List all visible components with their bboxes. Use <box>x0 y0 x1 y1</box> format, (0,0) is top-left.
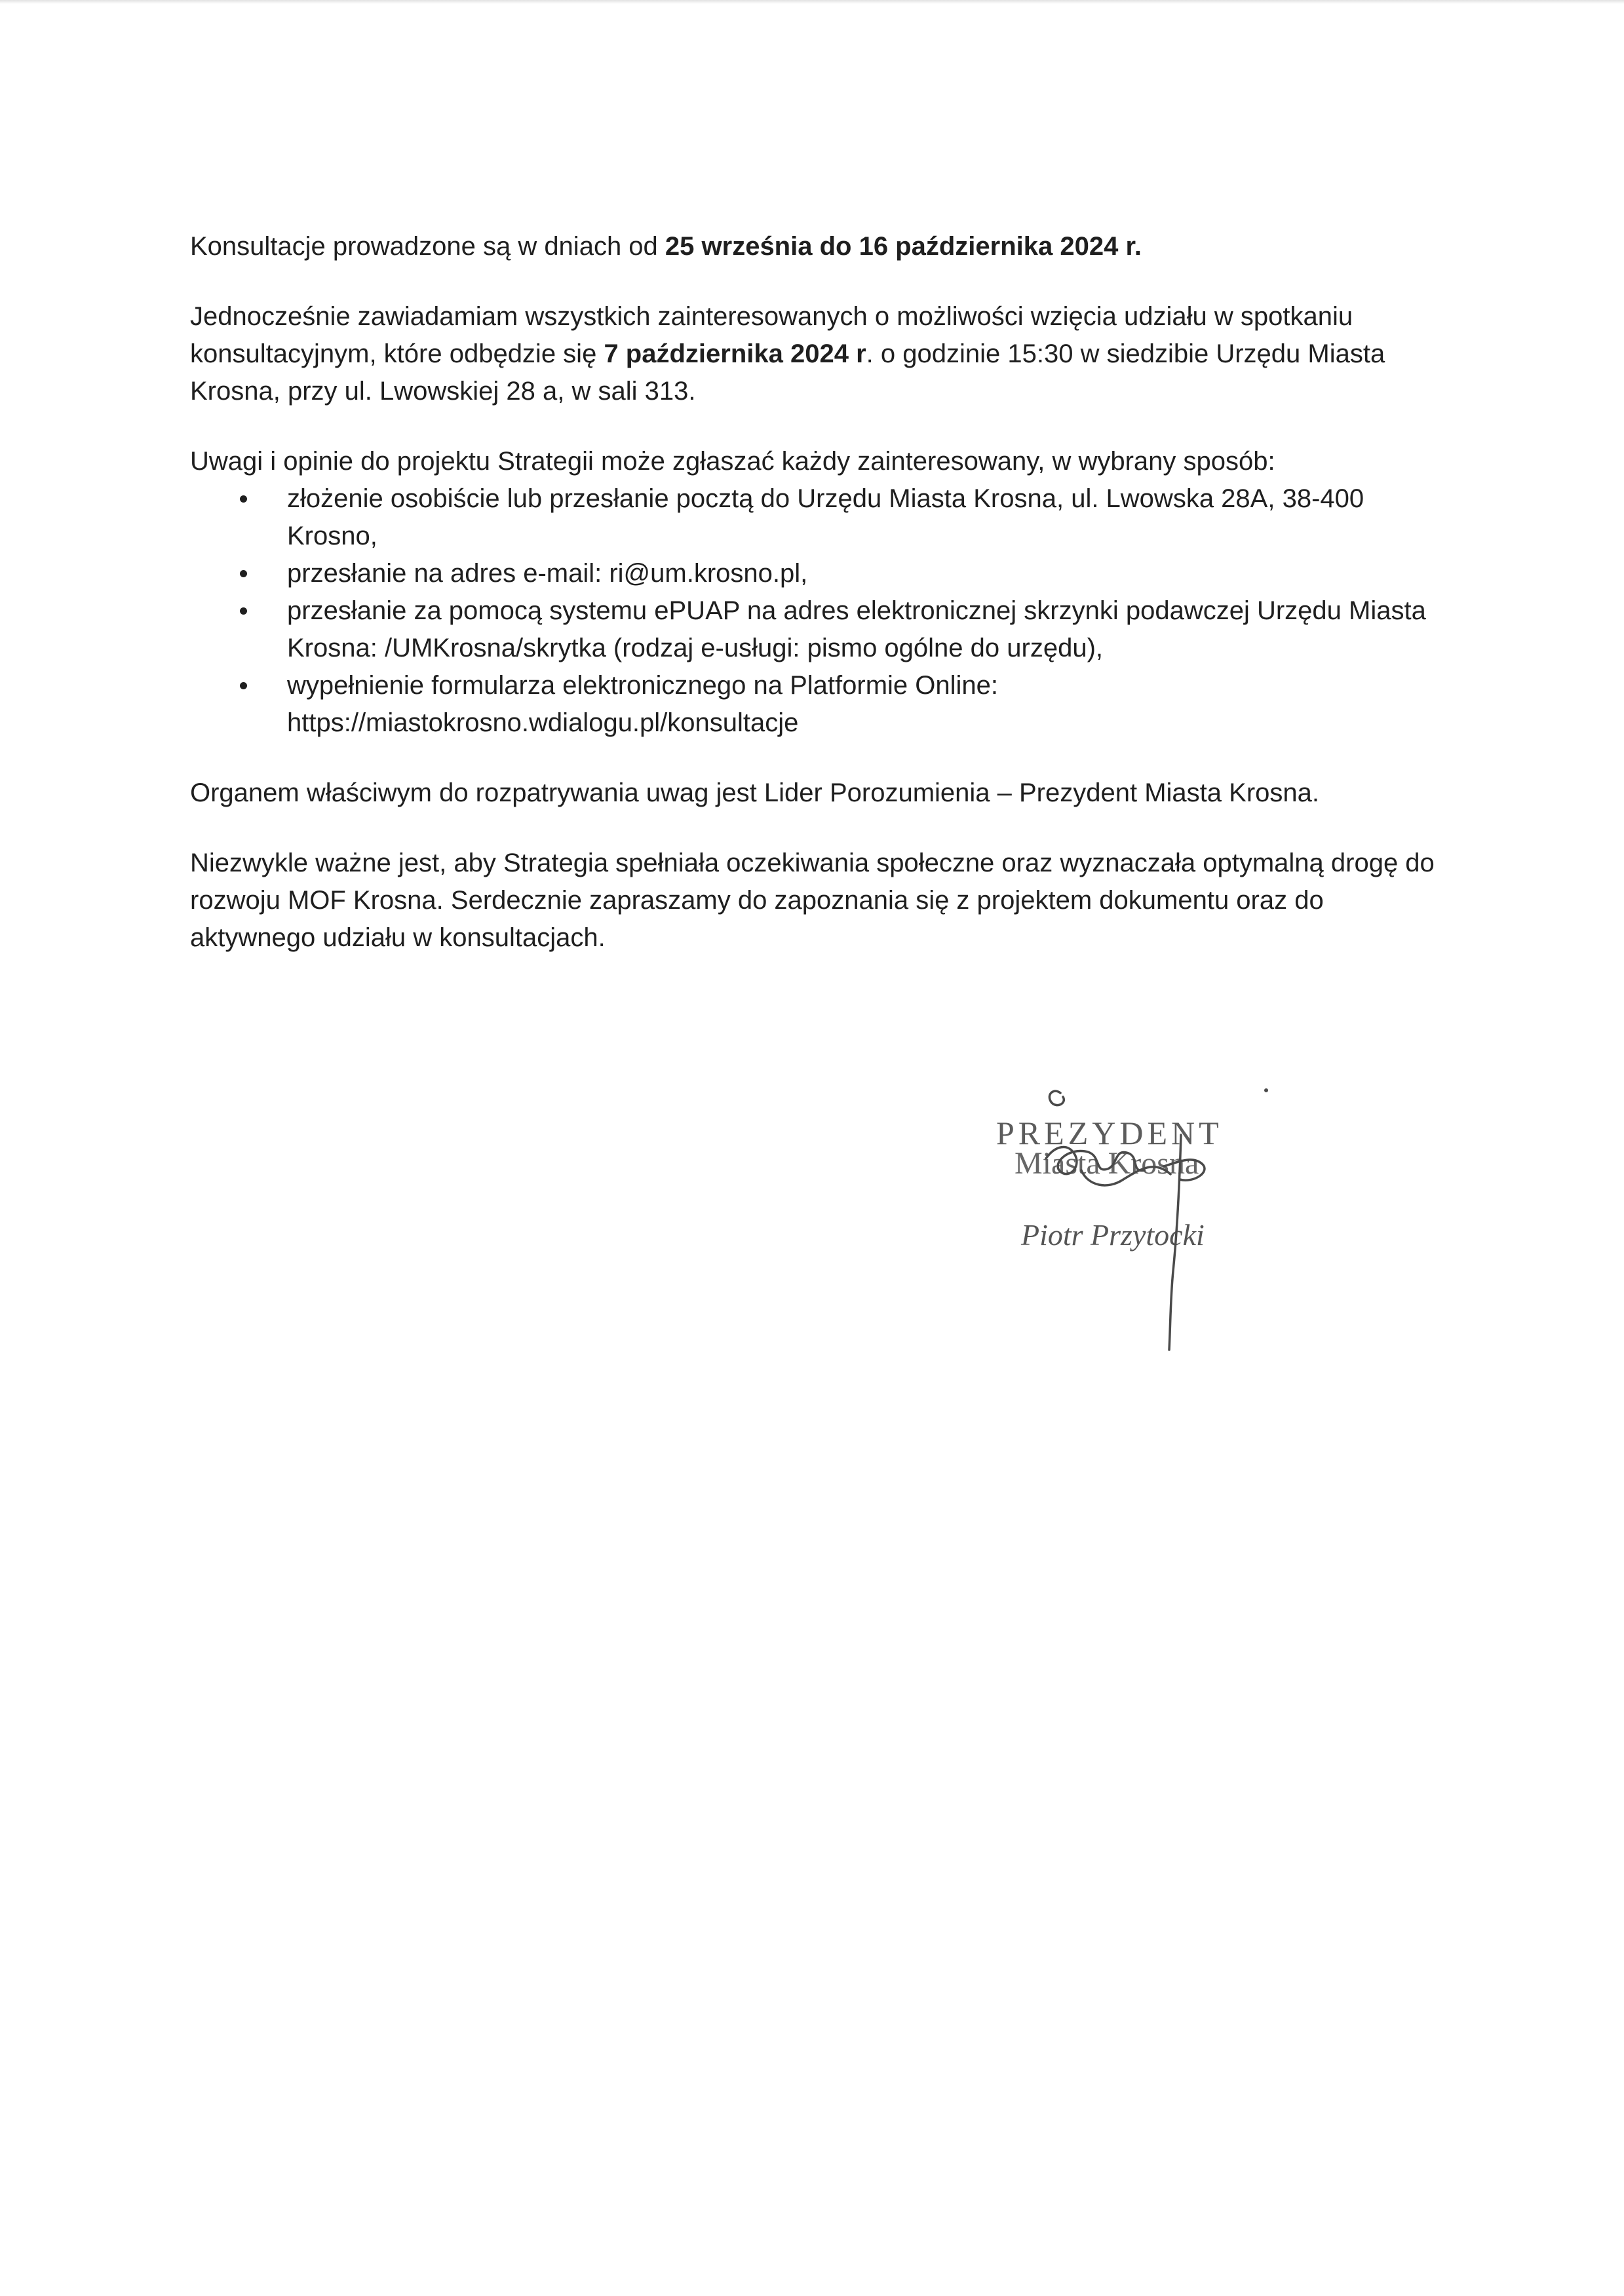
dates-range: 25 września do 16 października 2024 r <box>665 232 1134 261</box>
list-item <box>190 480 1448 555</box>
method-text: wypełnienie formularza elektronicznego na Platformie Online: https://miastokrosno.wdialogu.pl/konsultacje <box>287 671 998 737</box>
method-text: złożenie osobiście lub przesłanie pocztą do Urzędu Miasta Krosna, ul. Lwowska 28A, 38-400 Krosno, <box>287 484 1364 550</box>
bullet-icon <box>240 682 247 689</box>
stamp-name: Piotr Przytocki <box>1021 1218 1205 1252</box>
paragraph-closing: Niezwykle ważne jest, aby Strategia spełniała oczekiwania społeczne oraz wyznaczała optymalną drogę do rozwoju MOF Krosna. Serdecznie zapraszamy do zapoznania się z projektem dokumentu oraz do aktywnego udziału w konsultacjach. <box>190 849 1435 952</box>
signature-stamp <box>983 1075 1324 1389</box>
paragraph-methods-intro: Uwagi i opinie do projektu Strategii może zgłaszać każdy zainteresowany, w wybrany sposób: <box>190 447 1275 476</box>
dates-suffix: . <box>1134 232 1142 261</box>
meeting-date: 7 października 2024 r <box>604 339 866 368</box>
meeting-suffix: . o godzinie 15:30 w siedzibie Urzędu Miasta Krosna, przy ul. Lwowskiej 28 a, w sali 313. <box>190 339 1385 406</box>
scan-top-edge <box>0 0 1624 4</box>
list-item <box>190 667 1448 742</box>
bullet-icon <box>240 607 247 615</box>
paragraph-consultation-dates <box>190 228 1448 265</box>
method-text: przesłanie za pomocą systemu ePUAP na adres elektronicznej skrzynki podawczej Urzędu Miasta Krosna: /UMKrosna/skrytka (rodzaj e-usługi: pismo ogólne do urzędu), <box>287 596 1426 662</box>
bullet-icon <box>240 495 247 503</box>
stamp-title: PREZYDENT <box>996 1115 1223 1151</box>
paragraph-authority: Organem właściwym do rozpatrywania uwag jest Lider Porozumienia – Prezydent Miasta Krosna. <box>190 778 1319 807</box>
bullet-icon <box>240 570 247 577</box>
list-item <box>190 555 1448 592</box>
submission-methods-list <box>190 480 1448 742</box>
method-text: przesłanie na adres e-mail: ri@um.krosno.pl, <box>287 559 808 588</box>
meeting-prefix: Jednocześnie zawiadamiam wszystkich zainteresowanych o możliwości wzięcia udziału w spotkaniu konsultacyjnym, które odbędzie się <box>190 302 1353 368</box>
stamp-subtitle: Miasta Krosna <box>1015 1146 1199 1181</box>
paragraph-meeting <box>190 298 1448 410</box>
handwritten-signature <box>983 1075 1324 1389</box>
letter-body <box>190 228 1448 989</box>
dates-prefix: Konsultacje prowadzone są w dniach od <box>190 232 665 261</box>
list-item <box>190 592 1448 667</box>
